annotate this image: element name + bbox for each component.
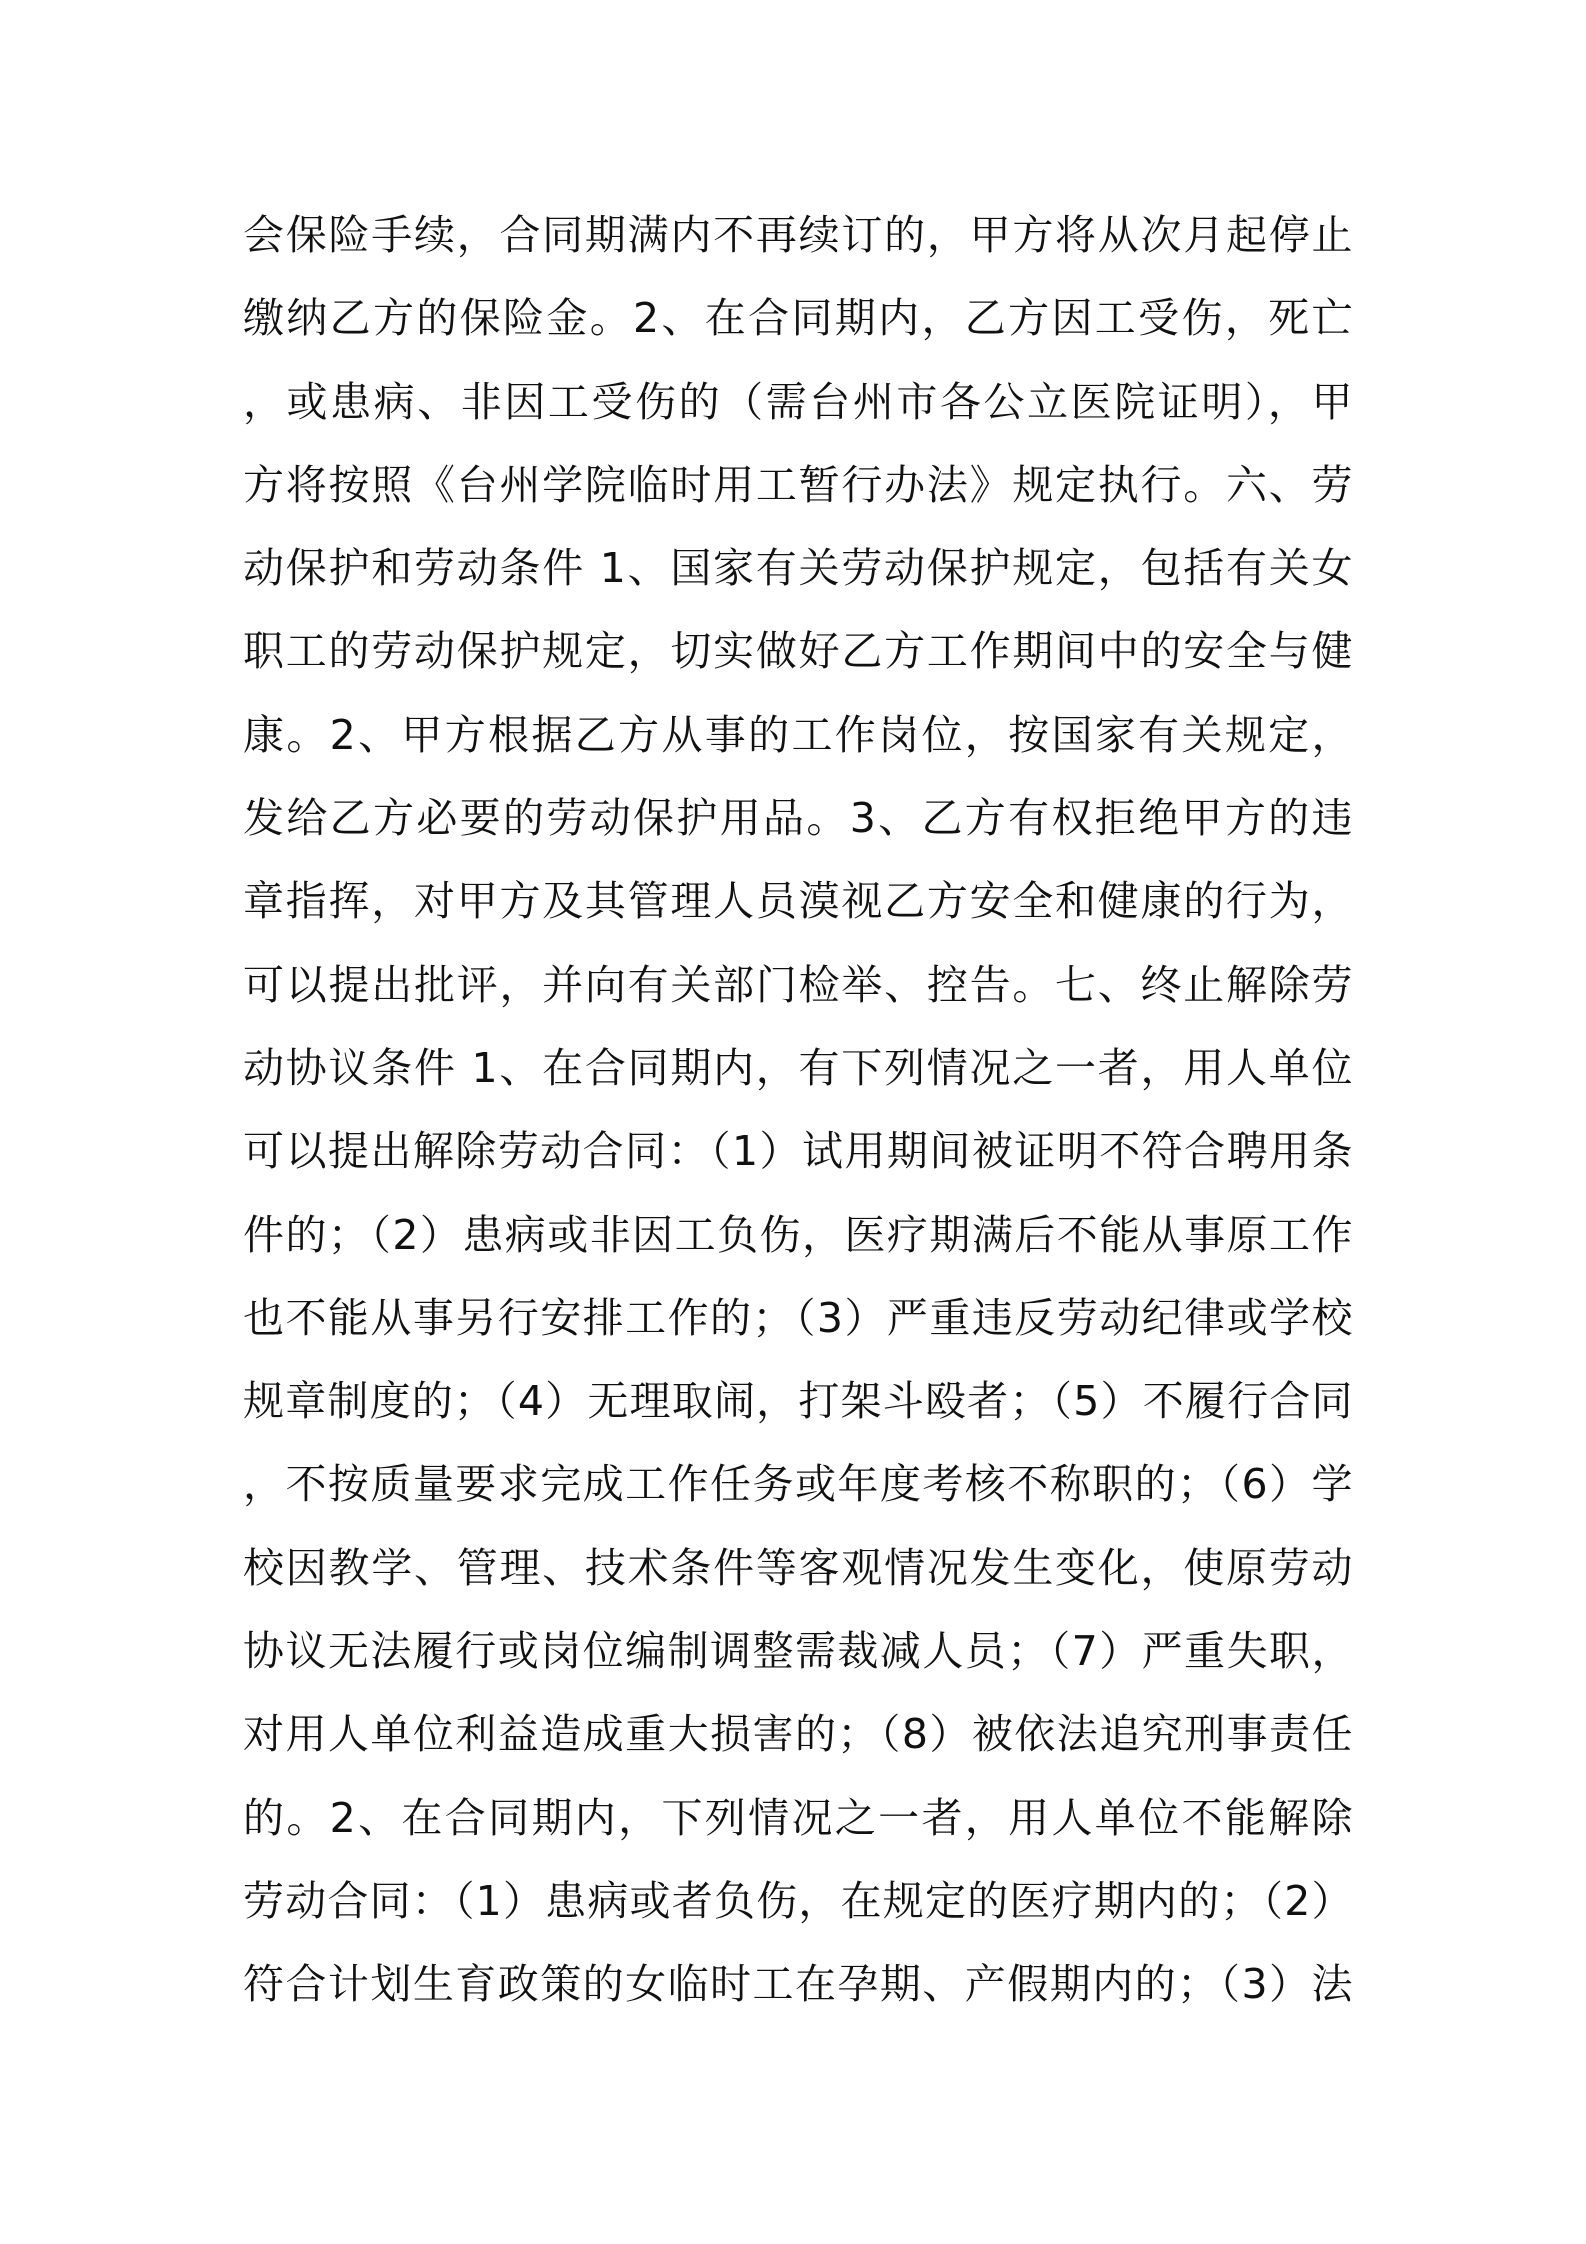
text-line: 对用人单位利益造成重大损害的；（8）被依法追究刑事责任 [243, 1710, 1353, 1759]
text-line: 也不能从事另行安排工作的；（3）严重违反劳动纪律或学校 [243, 1293, 1353, 1342]
text-line: 康。2、甲方根据乙方从事的工作岗位，按国家有关规定， [243, 710, 1353, 759]
text-line: 可以提出批评，并向有关部门检举、控告。七、终止解除劳 [243, 960, 1353, 1009]
text-line: 章指挥，对甲方及其管理人员漠视乙方安全和健康的行为， [243, 877, 1353, 926]
text-line: 可以提出解除劳动合同：（1）试用期间被证明不符合聘用条 [243, 1127, 1353, 1176]
text-line: 协议无法履行或岗位编制调整需裁减人员；（7）严重失职， [243, 1627, 1353, 1676]
text-line: 会保险手续，合同期满内不再续订的，甲方将从次月起停止 [243, 211, 1353, 259]
text-line: 动保护和劳动条件 1、国家有关劳动保护规定，包括有关女 [243, 544, 1353, 593]
text-line: 动协议条件 1、在合同期内，有下列情况之一者，用人单位 [243, 1043, 1353, 1092]
text-line: 发给乙方必要的劳动保护用品。3、乙方有权拒绝甲方的违 [243, 794, 1353, 843]
text-line: 的。2、在合同期内，下列情况之一者，用人单位不能解除 [243, 1793, 1353, 1842]
text-line: 校因教学、管理、技术条件等客观情况发生变化，使原劳动 [243, 1543, 1353, 1592]
text-line: 规章制度的；（4）无理取闹，打架斗殴者；（5）不履行合同 [243, 1377, 1353, 1426]
body-text [243, 194, 1353, 2027]
text-line: 职工的劳动保护规定，切实做好乙方工作期间中的安全与健 [243, 627, 1353, 676]
text-line: 符合计划生育政策的女临时工在孕期、产假期内的；（3）法 [243, 1960, 1353, 2009]
text-line: ，或患病、非因工受伤的（需台州市各公立医院证明），甲 [243, 377, 1353, 426]
text-line: ，不按质量要求完成工作任务或年度考核不称职的；（6）学 [243, 1460, 1353, 1509]
text-line: 件的；（2）患病或非因工负伤，医疗期满后不能从事原工作 [243, 1210, 1353, 1259]
text-line: 缴纳乙方的保险金。2、在合同期内，乙方因工受伤，死亡 [243, 294, 1353, 343]
text-line: 劳动合同：（1）患病或者负伤，在规定的医疗期内的；（2） [243, 1876, 1353, 1925]
text-line: 方将按照《台州学院临时用工暂行办法》规定执行。六、劳 [243, 460, 1353, 509]
